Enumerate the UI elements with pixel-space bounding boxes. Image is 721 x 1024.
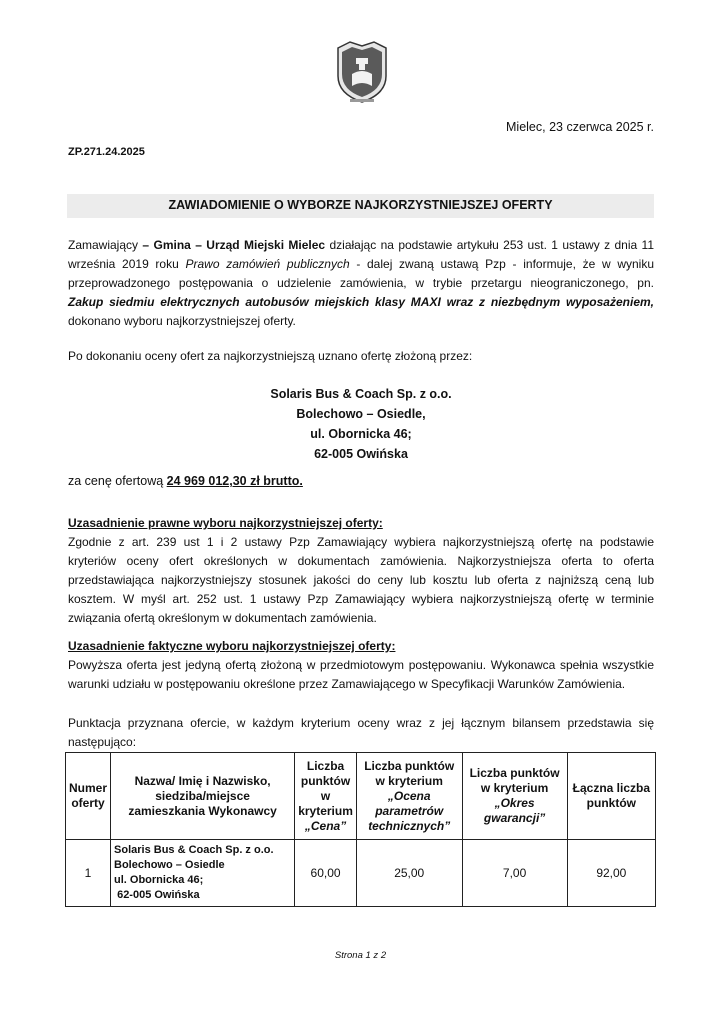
header-criterion: „Ocena <box>387 788 431 803</box>
scoring-line: Punktacja przyznana ofercie, w każdym kryterium oceny wraz z jej łącznym bilansem przedstawia się <box>68 716 654 730</box>
intro-line: dokonano wyboru najkorzystniejszej oferty. <box>68 314 296 328</box>
header-text: Nazwa/ Imię i Nazwisko, <box>134 773 271 788</box>
header-text: punktów <box>300 773 351 788</box>
price-prefix: za cenę ofertową <box>68 474 167 488</box>
winner-address-line: 62-005 Owińska <box>314 447 408 461</box>
law-name: Prawo zamówień publicznych <box>185 257 350 271</box>
header-total-points <box>567 753 655 840</box>
header-text: w <box>320 788 331 803</box>
technical-points: 25,00 <box>356 840 462 907</box>
intro-text: działając na podstawie artykułu 253 ust. 1 ustawy z dnia 11 <box>325 238 655 252</box>
document-title: ZAWIADOMIENIE O WYBORZE NAJKORZYSTNIEJSZEJ OFERTY <box>168 198 553 212</box>
factual-line: Powyższa oferta jest jedyną ofertą złożoną w przedmiotowym postępowaniu. Wykonawca spełnia wszystkie <box>68 658 654 672</box>
header-text: Liczba punktów <box>469 766 560 780</box>
contracting-authority: – Gmina – Urząd Miejski Mielec <box>142 238 326 252</box>
header-offer-number <box>66 753 111 840</box>
intro-line: przeprowadzonego postępowania o udzielenie zamówienia, w trybie przetargu nieograniczonego, pn. <box>68 276 654 290</box>
contractor-line: Bolechowo – Osiedle <box>114 859 225 871</box>
header-criterion: „Cena” <box>304 818 347 833</box>
header-text: Łączna liczba <box>572 781 651 795</box>
contractor-cell <box>111 840 295 907</box>
intro-text: - dalej zwaną ustawą Pzp - informuje, że w wyniku <box>349 257 655 271</box>
total-points: 92,00 <box>567 840 655 907</box>
price-suffix: . <box>299 474 303 488</box>
contractor-line: ul. Obornicka 46; <box>114 874 204 886</box>
legal-line: Zgodnie z art. 239 ust 1 i 2 ustawy Pzp Zamawiający wybiera najkorzystniejszą ofertę na podstawie <box>68 535 654 549</box>
procurement-subject-text: Zakup siedmiu elektrycznych autobusów miejskich klasy MAXI wraz z niezbędnym wyposażeniem, <box>68 295 654 309</box>
intro-text: września 2019 roku <box>68 257 186 271</box>
intro-line <box>68 236 654 255</box>
header-criterion: parametrów <box>375 803 444 818</box>
header-warranty-points <box>462 753 567 840</box>
winner-address-line: Bolechowo – Osiedle, <box>296 407 426 421</box>
contractor-line: 62-005 Owińska <box>114 889 200 901</box>
legal-line: kosztem. W myśl art. 252 ust. 1 ustawy Pzp Zamawiający wybiera najkorzystniejszą ofertę w terminie <box>68 592 654 606</box>
table-row <box>66 840 656 907</box>
intro-text: Zamawiający <box>68 238 143 252</box>
contractor-line: Solaris Bus & Coach Sp. z o.o. <box>114 844 274 856</box>
header-text: w kryterium <box>375 773 443 788</box>
header-text: w kryterium <box>480 781 549 795</box>
legal-justification <box>68 514 654 628</box>
header-text: oferty <box>71 796 105 810</box>
factual-heading: Uzasadnienie faktyczne wyboru najkorzystniejszej oferty: <box>68 639 396 653</box>
offer-number: 1 <box>66 840 111 907</box>
scoring-table <box>65 752 656 907</box>
mielec-coat-of-arms-icon <box>332 40 392 104</box>
warranty-points: 7,00 <box>462 840 567 907</box>
page-number: Strona 1 z 2 <box>334 950 387 961</box>
table-header-row <box>66 753 656 840</box>
header-contractor <box>111 753 295 840</box>
winner-block <box>68 384 654 464</box>
price-points: 60,00 <box>295 840 357 907</box>
scoring-line: następująco: <box>68 735 137 749</box>
header-text: kryterium <box>298 803 353 818</box>
winner-address-line: ul. Obornicka 46; <box>310 427 412 441</box>
header-technical-points <box>356 753 462 840</box>
scoring-intro <box>68 714 654 752</box>
selected-intro: Po dokonaniu oceny ofert za najkorzystniejszą uznano ofertę złożoną przez: <box>68 349 473 363</box>
legal-heading: Uzasadnienie prawne wyboru najkorzystniejszej oferty: <box>68 516 383 530</box>
header-criterion: „Okres gwarancji” <box>483 796 546 825</box>
legal-line: kryteriów oceny ofert określonych w dokumentach zamówienia. Najkorzystniejsza oferta to oferta <box>68 554 654 568</box>
header-price-points <box>295 753 357 840</box>
legal-line: związania ofertą określonym w dokumentach zamówienia. <box>68 611 377 625</box>
document-date: Mielec, 23 czerwca 2025 r. <box>506 120 654 134</box>
header-criterion: technicznych” <box>368 818 451 833</box>
intro-line <box>68 255 654 274</box>
factual-line: warunki udziału w postępowaniu określone przez Zamawiającego w Specyfikacji Warunków Zamówienia. <box>68 677 626 691</box>
header-text: Liczba punktów <box>364 758 455 773</box>
header-text: Numer <box>69 781 108 795</box>
intro-paragraph <box>68 236 654 331</box>
header-text: siedziba/miejsce <box>155 788 250 803</box>
offer-price <box>68 474 303 488</box>
document-reference: ZP.271.24.2025 <box>68 146 145 158</box>
factual-justification <box>68 637 654 694</box>
header-text: zamieszkania Wykonawcy <box>128 803 277 818</box>
legal-line: przedstawiająca najkorzystniejszy stosunek jakości do ceny lub kosztu lub oferta z najniższą ceną lub <box>68 573 654 587</box>
header-text: Liczba <box>306 758 345 773</box>
price-amount: 24 969 012,30 zł brutto <box>166 474 300 488</box>
header-text: punktów <box>586 796 636 810</box>
procurement-subject <box>68 293 654 312</box>
winner-name: Solaris Bus & Coach Sp. z o.o. <box>270 387 452 401</box>
